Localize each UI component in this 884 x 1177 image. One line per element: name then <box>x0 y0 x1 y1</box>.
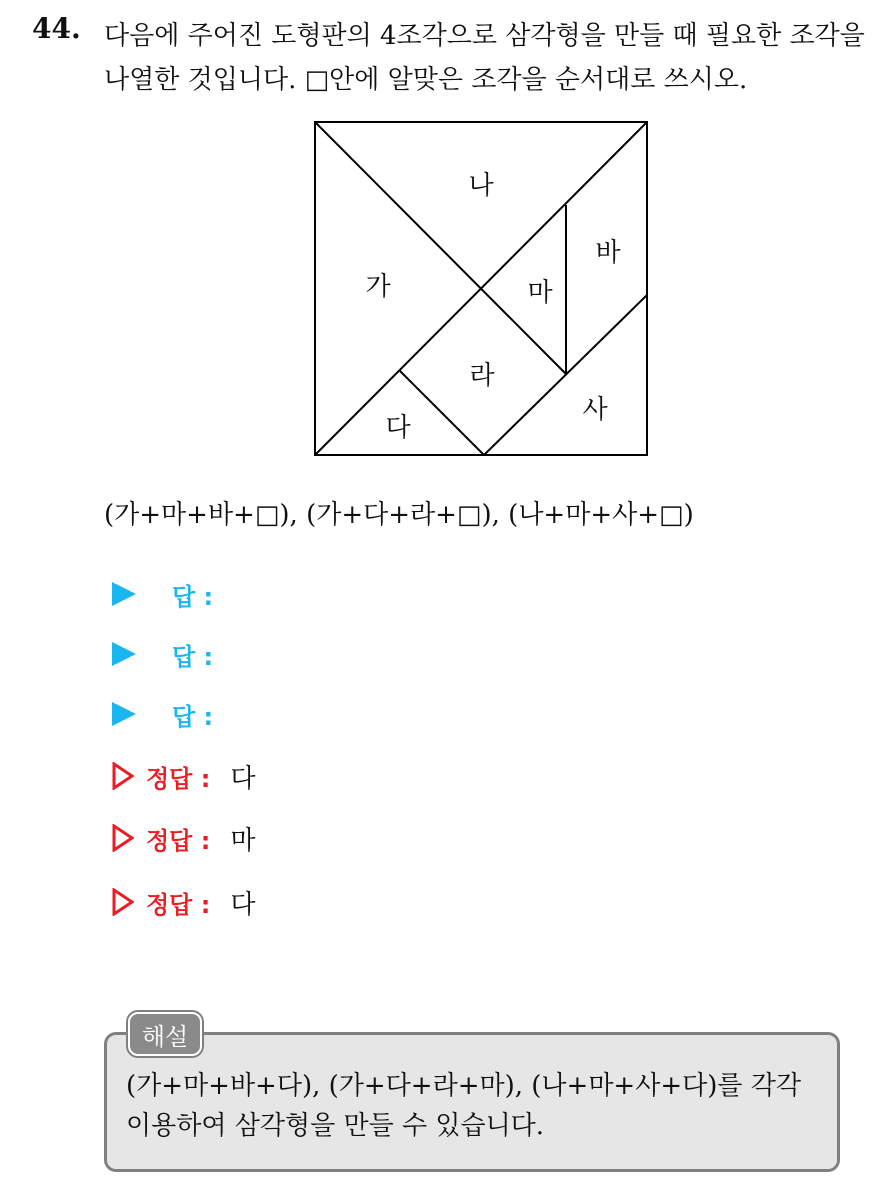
explanation-text <box>126 1066 826 1146</box>
correct-answer-label: 정답 : <box>146 890 211 919</box>
outline-triangle-icon <box>112 824 134 852</box>
outline-triangle-icon <box>112 762 134 790</box>
correct-answer-value: 다 <box>230 889 256 920</box>
outline-triangle-icon <box>112 888 134 916</box>
answer-label: 답 : <box>172 582 214 611</box>
explanation-line-1: (가+마+바+다), (가+다+라+마), (나+마+사+다)를 각각 <box>126 1071 801 1101</box>
explanation-tab: 해설 <box>128 1012 202 1056</box>
piece-label-ba: 바 <box>595 238 621 268</box>
correct-answer-2 <box>112 820 255 856</box>
correct-answer-value: 다 <box>230 763 256 794</box>
question-text <box>104 14 874 102</box>
correct-answer-3 <box>112 884 255 920</box>
piece-label-na: 나 <box>468 171 494 201</box>
explanation-line-2: 이용하여 삼각형을 만들 수 있습니다. <box>126 1111 545 1141</box>
question-text-line-1: 다음에 주어진 도형판의 4조각으로 삼각형을 만들 때 필요한 조각을 <box>104 21 865 51</box>
piece-label-sa: 사 <box>582 395 608 425</box>
options-text: (가+마+바+□), (가+다+라+□), (나+마+사+□) <box>104 500 694 530</box>
answer-prompt-2 <box>112 636 213 672</box>
answer-prompt-3 <box>112 696 213 732</box>
answer-label: 답 : <box>172 642 214 671</box>
tangram-figure <box>300 110 660 470</box>
correct-answer-value: 마 <box>230 825 256 856</box>
piece-label-da: 다 <box>385 413 411 443</box>
question-number: 44. <box>32 12 81 45</box>
question-text-line-2: 나열한 것입니다. □안에 알맞은 조각을 순서대로 쓰시오. <box>104 65 748 95</box>
figure-diagonal-main <box>315 122 566 374</box>
correct-answer-label: 정답 : <box>146 764 211 793</box>
answer-prompt-1 <box>112 576 213 612</box>
correct-answer-1 <box>112 758 255 794</box>
play-triangle-icon <box>112 642 136 666</box>
piece-label-ra: 라 <box>469 361 495 391</box>
play-triangle-icon <box>112 702 136 726</box>
answer-label: 답 : <box>172 702 214 731</box>
piece-label-ma: 마 <box>527 278 553 308</box>
piece-label-ga: 가 <box>365 272 391 302</box>
play-triangle-icon <box>112 582 136 606</box>
correct-answer-label: 정답 : <box>146 826 211 855</box>
